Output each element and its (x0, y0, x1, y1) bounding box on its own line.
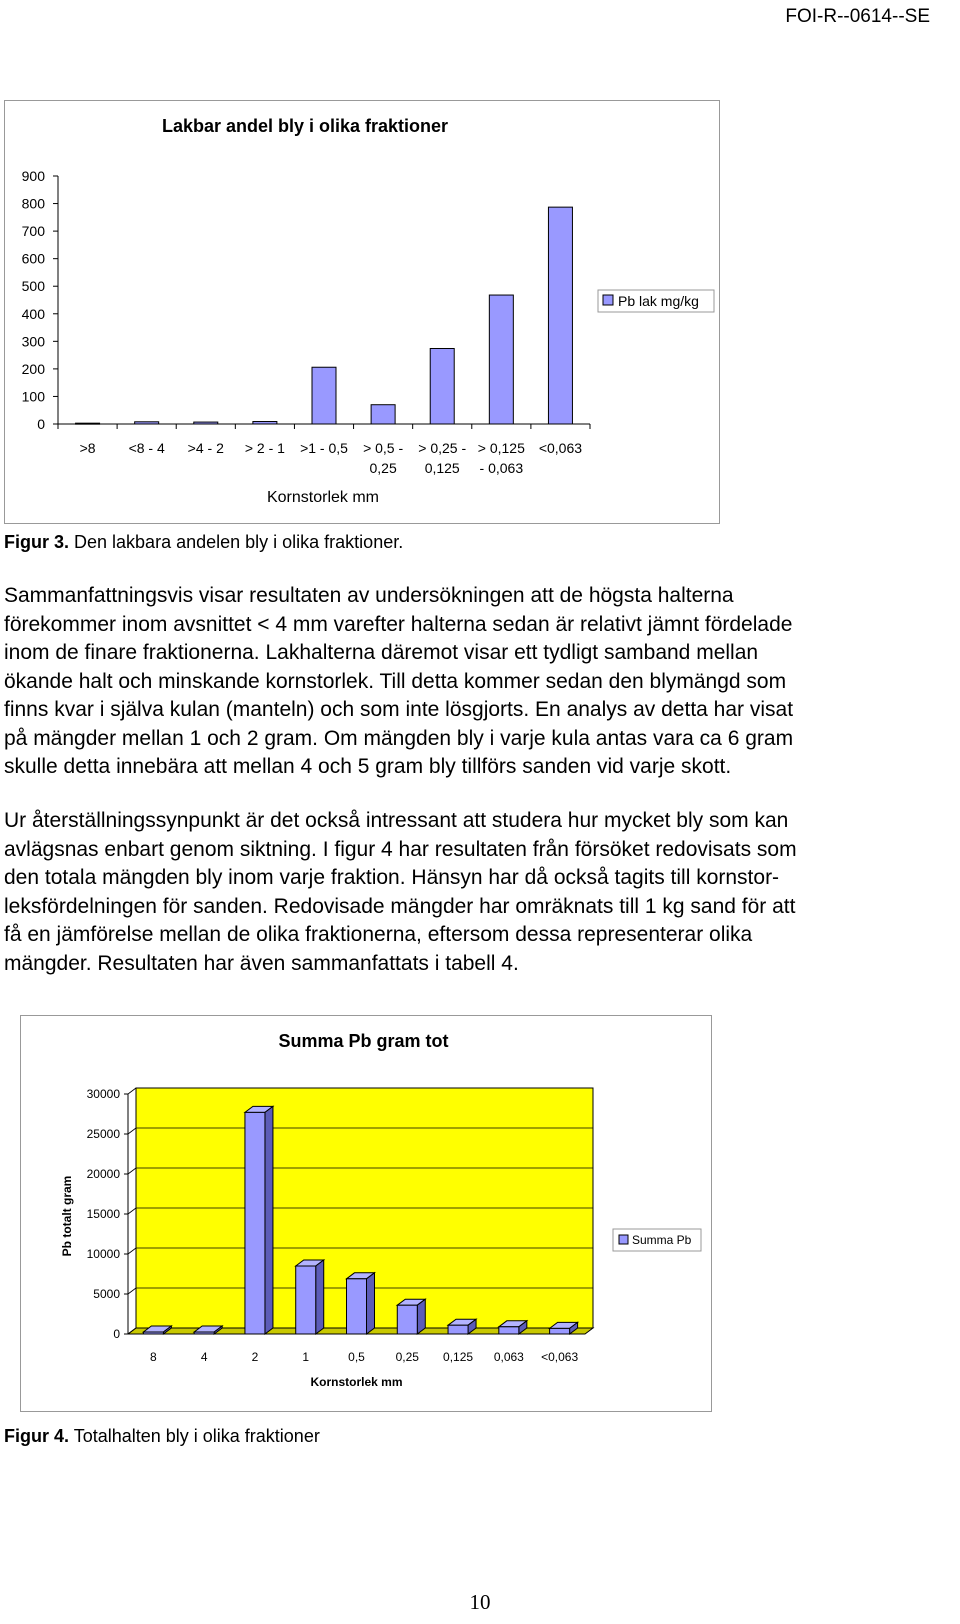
figure3-chart-title: Lakbar andel bly i olika fraktioner (161, 116, 449, 136)
y-tick-label: 600 (21, 250, 45, 267)
figure4-caption-text: Totalhalten bly i olika fraktioner (69, 1426, 320, 1446)
bar (448, 1325, 468, 1334)
y-tick-label: 200 (21, 360, 45, 377)
paragraph-line: avlägsnas enbart genom siktning. I figur 4 har resultaten från försöket redovisats som (4, 837, 797, 861)
x-tick-label: 0,125 (443, 1350, 474, 1364)
bar (194, 1332, 214, 1334)
y-tick-label: 500 (21, 278, 45, 295)
paragraph-line: den totala mängden bly inom varje fraktion. Hänsyn har då också tagits till kornstor- (4, 866, 780, 889)
paragraph-line: Ur återställningssynpunkt är det också intressant att studera hur mycket bly som kan (4, 809, 789, 832)
x-tick-label: >8 (79, 440, 96, 456)
y-tick-label: 100 (21, 388, 45, 405)
paragraph-2 (4, 807, 939, 978)
bar (397, 1305, 417, 1334)
paragraph-line: leksfördelningen för sanden. Redovisade mängder har omräknats till 1 kg sand för att (4, 894, 796, 918)
y-tick-label: 5000 (93, 1287, 120, 1301)
bar (489, 295, 513, 424)
figure4-caption-label: Figur 4. (4, 1426, 70, 1446)
paragraph-line: inom de finare fraktionerna. Lakhalterna däremot visar ett tydligt samband mellan (4, 641, 759, 664)
paragraph-line: ökande halt och minskande kornstorlek. Till detta kommer sedan den blymängd som (4, 669, 787, 693)
y-tick-label: 900 (21, 168, 45, 184)
x-tick-label: >1 - 0,5 (300, 440, 348, 456)
legend-swatch (619, 1235, 628, 1244)
bar (548, 207, 572, 424)
x-tick-label: 1 (302, 1350, 310, 1364)
bar-side (265, 1106, 273, 1334)
gridline-side (128, 1248, 136, 1254)
y-axis-title: Pb totalt gram (60, 1175, 74, 1257)
legend-label: Pb lak mg/kg (618, 293, 699, 309)
y-tick-label: 0 (37, 416, 45, 432)
x-tick-label: > 0,125 (477, 440, 525, 456)
bar (499, 1327, 519, 1334)
x-tick-label: 0,5 (348, 1350, 365, 1364)
bar-side (367, 1273, 375, 1334)
figure3-caption-text: Den lakbara andelen bly i olika fraktioner. (69, 532, 404, 552)
y-tick-label: 15000 (86, 1207, 120, 1221)
gridline-side (128, 1168, 136, 1174)
bar (143, 1332, 163, 1334)
figure4-caption (4, 1426, 320, 1447)
y-tick-label: 20000 (86, 1167, 120, 1181)
bar (296, 1266, 316, 1334)
x-tick-label: >4 - 2 (187, 440, 224, 456)
figure4-chart (21, 1016, 711, 1411)
gridline-side (128, 1208, 136, 1214)
bar (347, 1279, 367, 1334)
y-tick-label: 0 (113, 1327, 120, 1341)
figure4-chart-frame (20, 1015, 712, 1412)
bar (430, 348, 454, 424)
x-axis-title: Kornstorlek mm (310, 1375, 403, 1389)
gridline-side (128, 1288, 136, 1294)
bar (135, 422, 159, 424)
bar (76, 423, 100, 424)
y-tick-label: 400 (21, 305, 45, 322)
x-tick-label: 0,125 (424, 460, 460, 476)
x-tick-label: 8 (150, 1350, 157, 1364)
figure3-caption-label: Figur 3. (4, 532, 70, 552)
figure3-chart-frame (4, 100, 720, 524)
paragraph-line: förekommer inom avsnittet < 4 mm varefter halterna sedan är relativt jämnt fördelade (4, 612, 793, 636)
bar-side (316, 1260, 324, 1334)
paragraph-line: Sammanfattningsvis visar resultaten av undersökningen att de högsta halterna (4, 584, 734, 607)
x-axis-title: Kornstorlek mm (266, 489, 380, 506)
figure4-chart-title: Summa Pb gram tot (278, 1031, 449, 1051)
bar (312, 367, 336, 424)
y-tick-label: 30000 (86, 1087, 120, 1101)
x-tick-label: 0,063 (493, 1350, 524, 1364)
paragraph-line: på mängder mellan 1 och 2 gram. Om mängden bly i varje kula antas vara ca 6 gram (4, 726, 794, 750)
gridline-side (128, 1128, 136, 1134)
x-tick-label: <0,063 (538, 440, 583, 456)
paragraph-line: mängder. Resultaten har även sammanfattats i tabell 4. (4, 951, 519, 975)
x-tick-label: 0,25 (395, 1350, 419, 1364)
y-tick-label: 10000 (86, 1247, 120, 1261)
figure3-chart (5, 101, 719, 523)
x-tick-label: <0,063 (541, 1350, 579, 1364)
figure3-caption (4, 532, 403, 553)
legend-swatch (603, 295, 613, 305)
x-tick-label: 2 (251, 1350, 259, 1364)
bar (253, 422, 277, 424)
bar (194, 422, 218, 424)
paragraph-1 (4, 582, 939, 782)
y-tick-label: 700 (21, 223, 45, 240)
bar (550, 1328, 570, 1334)
bar (371, 405, 395, 424)
x-tick-label: > 2 - 1 (244, 440, 285, 456)
legend-label: Summa Pb (632, 1233, 692, 1247)
y-tick-label: 25000 (86, 1127, 120, 1141)
bar-side (417, 1299, 425, 1334)
document-id: FOI-R--0614--SE (785, 6, 930, 27)
paragraph-line: finns kvar i själva kulan (manteln) och som inte lösgjorts. En analys av detta har visat (4, 698, 794, 721)
x-tick-label: - 0,063 (479, 460, 524, 476)
paragraph-line: skulle detta innebära att mellan 4 och 5 gram bly tillförs sanden vid varje skott. (4, 755, 732, 778)
bar (245, 1112, 265, 1334)
y-tick-label: 300 (21, 333, 45, 350)
y-tick-label: 800 (21, 195, 45, 212)
page-number: 10 (469, 1590, 491, 1614)
x-tick-label: > 0,25 - (418, 440, 467, 456)
x-tick-label: > 0,5 - (363, 440, 404, 456)
x-tick-label: <8 - 4 (128, 440, 165, 456)
paragraph-line: få en jämförelse mellan de olika fraktionerna, eftersom dessa representerar olika (4, 923, 753, 946)
x-tick-label: 0,25 (369, 460, 397, 476)
gridline-side (128, 1088, 136, 1094)
x-tick-label: 4 (200, 1350, 208, 1364)
